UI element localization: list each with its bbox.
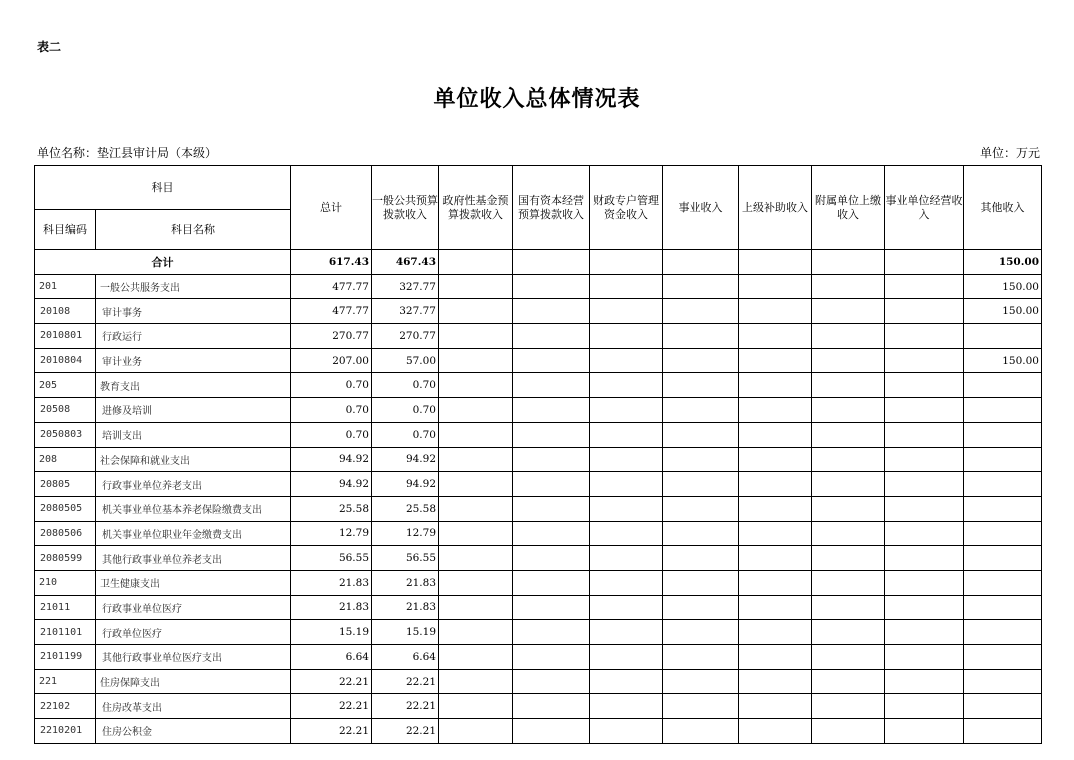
row-gov-fund <box>439 422 513 447</box>
row-business <box>663 645 739 670</box>
row-state-capital <box>513 348 590 373</box>
table-row <box>35 546 1042 571</box>
row-total: 12.79 <box>291 521 372 546</box>
row-general-budget: 22.21 <box>372 719 439 744</box>
row-code: 205 <box>35 373 96 398</box>
row-superior-subsidy <box>739 324 812 349</box>
row-state-capital <box>513 719 590 744</box>
row-general-budget: 0.70 <box>372 373 439 398</box>
row-affiliated <box>812 546 885 571</box>
row-affiliated <box>812 620 885 645</box>
total-row <box>35 250 1042 275</box>
row-business <box>663 570 739 595</box>
row-name: 审计事务 <box>96 299 291 324</box>
row-total: 477.77 <box>291 299 372 324</box>
row-superior-subsidy <box>739 546 812 571</box>
table-row <box>35 669 1042 694</box>
row-operating <box>885 447 964 472</box>
row-business <box>663 299 739 324</box>
row-total: 21.83 <box>291 570 372 595</box>
row-total: 477.77 <box>291 274 372 299</box>
row-name: 社会保障和就业支出 <box>96 447 291 472</box>
row-code: 2010801 <box>35 324 96 349</box>
row-fiscal-special <box>590 398 663 423</box>
row-general-budget: 57.00 <box>372 348 439 373</box>
row-fiscal-special <box>590 669 663 694</box>
table-row <box>35 348 1042 373</box>
header-operating: 事业单位经营收入 <box>885 166 964 250</box>
row-name: 行政单位医疗 <box>96 620 291 645</box>
row-state-capital <box>513 398 590 423</box>
row-gov-fund <box>439 620 513 645</box>
table-row <box>35 472 1042 497</box>
total-general-budget: 467.43 <box>372 250 439 275</box>
row-superior-subsidy <box>739 496 812 521</box>
row-fiscal-special <box>590 348 663 373</box>
total-state-capital <box>513 250 590 275</box>
row-affiliated <box>812 669 885 694</box>
table-row <box>35 719 1042 744</box>
table-row <box>35 496 1042 521</box>
row-gov-fund <box>439 324 513 349</box>
row-business <box>663 496 739 521</box>
row-fiscal-special <box>590 422 663 447</box>
row-business <box>663 669 739 694</box>
row-other: 150.00 <box>964 348 1042 373</box>
row-state-capital <box>513 620 590 645</box>
row-general-budget: 21.83 <box>372 595 439 620</box>
row-affiliated <box>812 645 885 670</box>
row-operating <box>885 694 964 719</box>
row-superior-subsidy <box>739 348 812 373</box>
header-subject: 科目 <box>35 166 291 210</box>
row-name: 培训支出 <box>96 422 291 447</box>
row-total: 270.77 <box>291 324 372 349</box>
total-affiliated <box>812 250 885 275</box>
row-fiscal-special <box>590 496 663 521</box>
row-state-capital <box>513 299 590 324</box>
row-operating <box>885 398 964 423</box>
row-superior-subsidy <box>739 398 812 423</box>
row-code: 20508 <box>35 398 96 423</box>
row-affiliated <box>812 472 885 497</box>
row-code: 201 <box>35 274 96 299</box>
row-other <box>964 570 1042 595</box>
row-business <box>663 620 739 645</box>
row-operating <box>885 324 964 349</box>
row-affiliated <box>812 274 885 299</box>
row-affiliated <box>812 299 885 324</box>
header-gov-fund: 政府性基金预算拨款收入 <box>439 166 513 250</box>
row-general-budget: 56.55 <box>372 546 439 571</box>
row-total: 0.70 <box>291 398 372 423</box>
row-other <box>964 645 1042 670</box>
row-superior-subsidy <box>739 570 812 595</box>
row-total: 94.92 <box>291 447 372 472</box>
row-general-budget: 12.79 <box>372 521 439 546</box>
row-total: 56.55 <box>291 546 372 571</box>
row-other <box>964 398 1042 423</box>
row-other <box>964 521 1042 546</box>
table-row <box>35 620 1042 645</box>
table-row <box>35 570 1042 595</box>
row-business <box>663 719 739 744</box>
row-other <box>964 422 1042 447</box>
row-other <box>964 694 1042 719</box>
row-affiliated <box>812 521 885 546</box>
row-gov-fund <box>439 274 513 299</box>
table-row <box>35 521 1042 546</box>
row-superior-subsidy <box>739 274 812 299</box>
row-fiscal-special <box>590 620 663 645</box>
row-other <box>964 719 1042 744</box>
row-fiscal-special <box>590 694 663 719</box>
row-other <box>964 472 1042 497</box>
row-state-capital <box>513 447 590 472</box>
row-gov-fund <box>439 447 513 472</box>
row-name: 审计业务 <box>96 348 291 373</box>
row-name: 行政运行 <box>96 324 291 349</box>
table-row <box>35 274 1042 299</box>
row-business <box>663 447 739 472</box>
row-operating <box>885 669 964 694</box>
row-affiliated <box>812 447 885 472</box>
row-business <box>663 546 739 571</box>
row-business <box>663 348 739 373</box>
row-gov-fund <box>439 472 513 497</box>
row-affiliated <box>812 348 885 373</box>
row-state-capital <box>513 645 590 670</box>
row-fiscal-special <box>590 645 663 670</box>
row-general-budget: 270.77 <box>372 324 439 349</box>
total-business <box>663 250 739 275</box>
row-other <box>964 447 1042 472</box>
row-other: 150.00 <box>964 299 1042 324</box>
row-code: 2080506 <box>35 521 96 546</box>
row-name: 其他行政事业单位医疗支出 <box>96 645 291 670</box>
row-code: 2101199 <box>35 645 96 670</box>
row-total: 94.92 <box>291 472 372 497</box>
row-superior-subsidy <box>739 521 812 546</box>
total-operating <box>885 250 964 275</box>
row-superior-subsidy <box>739 719 812 744</box>
row-code: 2050803 <box>35 422 96 447</box>
row-state-capital <box>513 694 590 719</box>
row-name: 住房保障支出 <box>96 669 291 694</box>
page-title: 单位收入总体情况表 <box>433 86 641 112</box>
row-total: 21.83 <box>291 595 372 620</box>
row-business <box>663 595 739 620</box>
row-other: 150.00 <box>964 274 1042 299</box>
row-operating <box>885 422 964 447</box>
row-total: 22.21 <box>291 694 372 719</box>
row-fiscal-special <box>590 595 663 620</box>
row-gov-fund <box>439 694 513 719</box>
row-other <box>964 373 1042 398</box>
row-superior-subsidy <box>739 299 812 324</box>
row-fiscal-special <box>590 447 663 472</box>
row-business <box>663 274 739 299</box>
row-affiliated <box>812 422 885 447</box>
row-fiscal-special <box>590 570 663 595</box>
row-operating <box>885 645 964 670</box>
row-gov-fund <box>439 595 513 620</box>
row-operating <box>885 546 964 571</box>
row-fiscal-special <box>590 274 663 299</box>
row-other <box>964 496 1042 521</box>
row-name: 进修及培训 <box>96 398 291 423</box>
row-gov-fund <box>439 546 513 571</box>
row-operating <box>885 570 964 595</box>
row-code: 2210201 <box>35 719 96 744</box>
row-gov-fund <box>439 669 513 694</box>
table-row <box>35 398 1042 423</box>
row-state-capital <box>513 373 590 398</box>
table-row <box>35 645 1042 670</box>
row-affiliated <box>812 398 885 423</box>
row-state-capital <box>513 546 590 571</box>
header-name: 科目名称 <box>96 210 291 250</box>
row-state-capital <box>513 521 590 546</box>
row-general-budget: 15.19 <box>372 620 439 645</box>
row-name: 住房改革支出 <box>96 694 291 719</box>
row-total: 22.21 <box>291 669 372 694</box>
row-fiscal-special <box>590 373 663 398</box>
row-total: 0.70 <box>291 373 372 398</box>
row-total: 0.70 <box>291 422 372 447</box>
header-superior-subsidy: 上级补助收入 <box>739 166 812 250</box>
income-table <box>34 165 1042 744</box>
row-code: 210 <box>35 570 96 595</box>
row-superior-subsidy <box>739 373 812 398</box>
row-code: 21011 <box>35 595 96 620</box>
row-general-budget: 0.70 <box>372 398 439 423</box>
row-code: 221 <box>35 669 96 694</box>
row-code: 2080599 <box>35 546 96 571</box>
table-row <box>35 324 1042 349</box>
row-general-budget: 327.77 <box>372 274 439 299</box>
row-business <box>663 398 739 423</box>
row-affiliated <box>812 570 885 595</box>
row-state-capital <box>513 422 590 447</box>
row-general-budget: 6.64 <box>372 645 439 670</box>
row-general-budget: 25.58 <box>372 496 439 521</box>
row-fiscal-special <box>590 299 663 324</box>
row-general-budget: 327.77 <box>372 299 439 324</box>
row-operating <box>885 299 964 324</box>
row-other <box>964 324 1042 349</box>
table-row <box>35 595 1042 620</box>
header-state-capital: 国有资本经营预算拨款收入 <box>513 166 590 250</box>
row-code: 20108 <box>35 299 96 324</box>
row-name: 机关事业单位基本养老保险缴费支出 <box>96 496 291 521</box>
row-superior-subsidy <box>739 620 812 645</box>
row-affiliated <box>812 324 885 349</box>
row-name: 行政事业单位养老支出 <box>96 472 291 497</box>
total-fiscal-special <box>590 250 663 275</box>
row-affiliated <box>812 694 885 719</box>
table-row <box>35 694 1042 719</box>
row-state-capital <box>513 496 590 521</box>
table-row <box>35 447 1042 472</box>
row-operating <box>885 472 964 497</box>
row-other <box>964 595 1042 620</box>
table-number-label: 表二 <box>37 40 62 54</box>
row-operating <box>885 595 964 620</box>
row-superior-subsidy <box>739 472 812 497</box>
row-total: 207.00 <box>291 348 372 373</box>
row-name: 其他行政事业单位养老支出 <box>96 546 291 571</box>
row-affiliated <box>812 719 885 744</box>
row-operating <box>885 719 964 744</box>
row-affiliated <box>812 496 885 521</box>
row-affiliated <box>812 373 885 398</box>
row-name: 住房公积金 <box>96 719 291 744</box>
header-business: 事业收入 <box>663 166 739 250</box>
row-fiscal-special <box>590 324 663 349</box>
header-total: 总计 <box>291 166 372 250</box>
row-business <box>663 422 739 447</box>
row-superior-subsidy <box>739 447 812 472</box>
unit-name: 单位名称：垫江县审计局（本级） <box>37 146 218 160</box>
row-superior-subsidy <box>739 422 812 447</box>
row-operating <box>885 348 964 373</box>
row-total: 15.19 <box>291 620 372 645</box>
header-code: 科目编码 <box>35 210 96 250</box>
row-other <box>964 669 1042 694</box>
row-general-budget: 0.70 <box>372 422 439 447</box>
total-label: 合计 <box>35 250 291 275</box>
row-name: 行政事业单位医疗 <box>96 595 291 620</box>
total-other: 150.00 <box>964 250 1042 275</box>
row-state-capital <box>513 570 590 595</box>
row-gov-fund <box>439 521 513 546</box>
row-gov-fund <box>439 496 513 521</box>
row-affiliated <box>812 595 885 620</box>
row-total: 22.21 <box>291 719 372 744</box>
row-business <box>663 373 739 398</box>
row-code: 2101101 <box>35 620 96 645</box>
header-fiscal-special: 财政专户管理资金收入 <box>590 166 663 250</box>
row-name: 教育支出 <box>96 373 291 398</box>
row-code: 22102 <box>35 694 96 719</box>
header-affiliated: 附属单位上缴收入 <box>812 166 885 250</box>
row-gov-fund <box>439 398 513 423</box>
row-code: 208 <box>35 447 96 472</box>
row-code: 20805 <box>35 472 96 497</box>
row-code: 2080505 <box>35 496 96 521</box>
table-row <box>35 422 1042 447</box>
row-gov-fund <box>439 570 513 595</box>
header-general-budget: 一般公共预算拨款收入 <box>372 166 439 250</box>
row-gov-fund <box>439 719 513 744</box>
row-name: 卫生健康支出 <box>96 570 291 595</box>
table-row <box>35 299 1042 324</box>
row-superior-subsidy <box>739 645 812 670</box>
table-row <box>35 373 1042 398</box>
row-gov-fund <box>439 645 513 670</box>
row-superior-subsidy <box>739 669 812 694</box>
row-total: 6.64 <box>291 645 372 670</box>
row-business <box>663 472 739 497</box>
row-general-budget: 22.21 <box>372 694 439 719</box>
row-total: 25.58 <box>291 496 372 521</box>
row-fiscal-special <box>590 546 663 571</box>
row-general-budget: 94.92 <box>372 472 439 497</box>
currency-unit: 单位：万元 <box>979 146 1040 160</box>
row-general-budget: 22.21 <box>372 669 439 694</box>
row-superior-subsidy <box>739 595 812 620</box>
row-gov-fund <box>439 299 513 324</box>
row-name: 一般公共服务支出 <box>96 274 291 299</box>
row-general-budget: 94.92 <box>372 447 439 472</box>
row-state-capital <box>513 274 590 299</box>
row-code: 2010804 <box>35 348 96 373</box>
row-name: 机关事业单位职业年金缴费支出 <box>96 521 291 546</box>
row-state-capital <box>513 595 590 620</box>
row-other <box>964 546 1042 571</box>
row-fiscal-special <box>590 472 663 497</box>
row-business <box>663 521 739 546</box>
total-superior-subsidy <box>739 250 812 275</box>
row-state-capital <box>513 472 590 497</box>
row-operating <box>885 373 964 398</box>
row-operating <box>885 620 964 645</box>
row-general-budget: 21.83 <box>372 570 439 595</box>
row-superior-subsidy <box>739 694 812 719</box>
header-other: 其他收入 <box>964 166 1042 250</box>
row-fiscal-special <box>590 521 663 546</box>
row-gov-fund <box>439 348 513 373</box>
row-other <box>964 620 1042 645</box>
row-business <box>663 324 739 349</box>
row-fiscal-special <box>590 719 663 744</box>
row-state-capital <box>513 324 590 349</box>
row-operating <box>885 496 964 521</box>
row-gov-fund <box>439 373 513 398</box>
total-gov-fund <box>439 250 513 275</box>
row-business <box>663 694 739 719</box>
total-total: 617.43 <box>291 250 372 275</box>
row-operating <box>885 274 964 299</box>
row-state-capital <box>513 669 590 694</box>
row-operating <box>885 521 964 546</box>
